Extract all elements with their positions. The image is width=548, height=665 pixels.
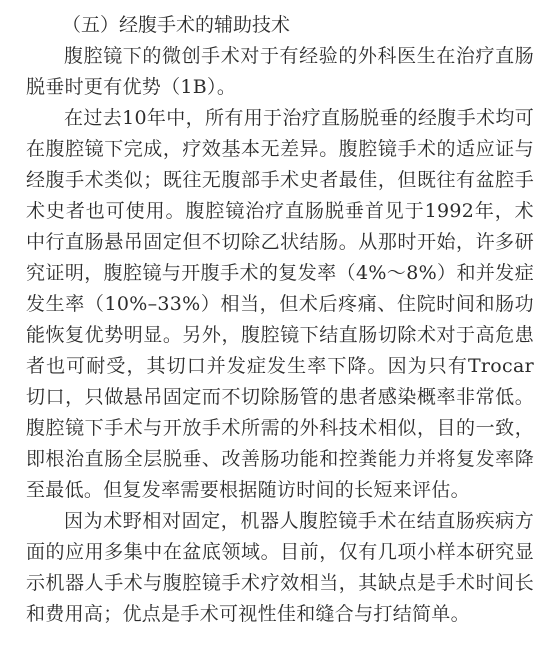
paragraph-laparoscopic-history: 在过去10年中，所有用于治疗直肠脱垂的经腹手术均可在腹腔镜下完成，疗效基本无差异。腹腔镜手术的适应证与经腹手术类似；既往无腹部手术史者最佳，但既往有盆腔手术史者也可使用。腹腔镜治疗直肠脱垂首见于1992年，术中行直肠悬吊固定但不切除乙状结肠。从那时开始，许多研究证明，腹腔镜与开腹手术的复发率（4%～8%）和并发症发生率（10%–33%）相当，但术后疼痛、住院时间和肠功能恢复优势明显。另外，腹腔镜下结直肠切除术对于高危患者也可耐受，其切口并发症发生率下降。因为只有Trocar切口，只做悬吊固定而不切除肠管的患者感染概率非常低。腹腔镜下手术与开放手术所需的外科技术相似，目的一致，即根治直肠全层脱垂、改善肠功能和控粪能力并将复发率降至最低。但复发率需要根据随访时间的长短来评估。 (26, 107, 534, 501)
section-heading: （五）经腹手术的辅助技术 (62, 14, 291, 36)
paragraph-robotic-surgery: 因为术野相对固定，机器人腹腔镜手术在结直肠疾病方面的应用多集中在盆底领域。目前，仅有几项小样本研究显示机器人手术与腹腔镜手术疗效相当，其缺点是手术时间长和费用高；优点是手术可视性佳和缝合与打结简单。 (26, 510, 534, 625)
paragraph-laparoscopic-advantage: 腹腔镜下的微创手术对于有经验的外科医生在治疗直肠脱垂时更有优势（1B）。 (26, 45, 534, 98)
